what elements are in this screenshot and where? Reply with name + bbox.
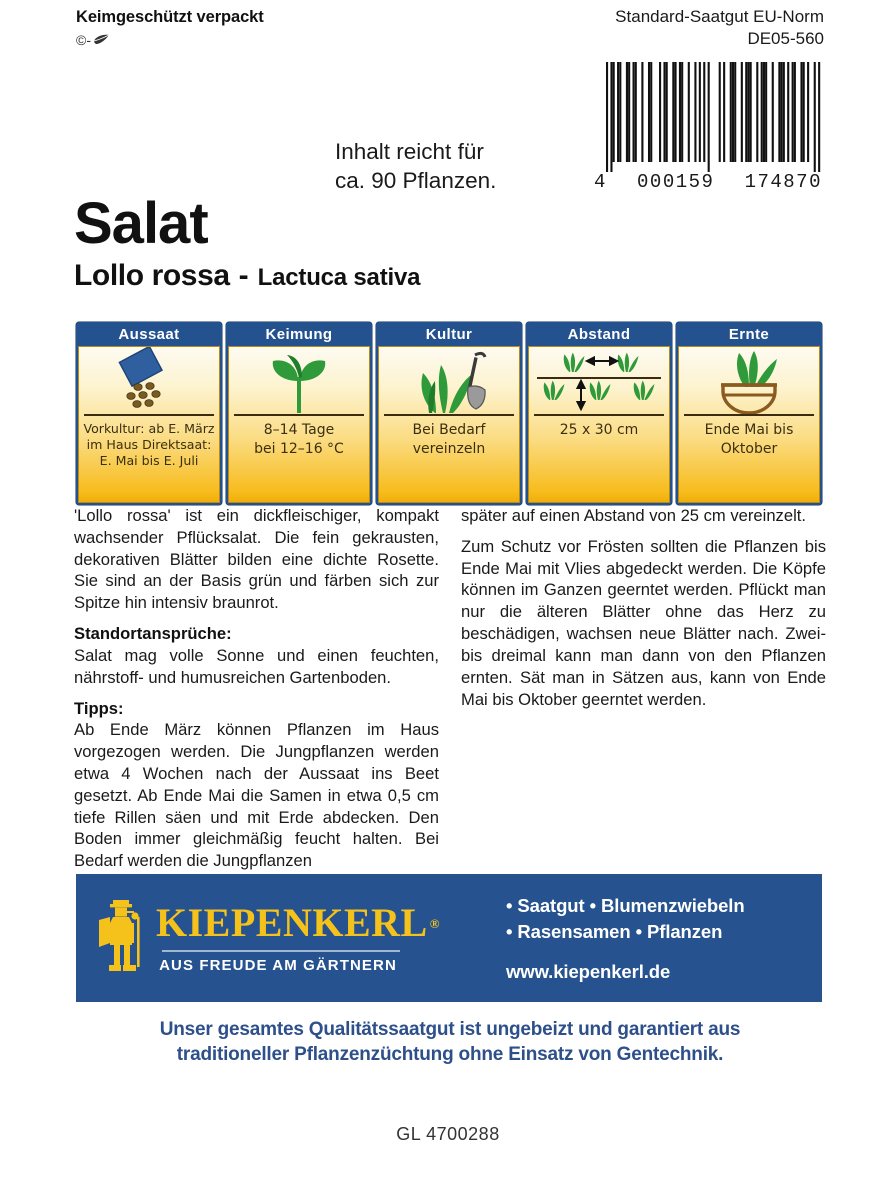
brand-tagline: AUS FREUDE AM GÄRTNERN [159,956,397,974]
info-box-header: Ernte [678,324,820,346]
info-box-text-line: Ende Mai bis [704,422,794,438]
product-title-block [74,191,421,293]
seed-packet-sowing-icon [79,347,219,417]
copyright-mark-row [76,33,416,47]
content-quantity-line2: ca. 90 Pflanzen. [335,167,497,193]
kiepenkerl-figure-icon [96,895,152,981]
barcode-digits [592,171,824,193]
copyright-symbol: ©- [76,32,91,48]
harvest-care-text: Zum Schutz vor Frösten sollten die Pflanzen bis Ende Mai mit Vlies abgedeckt werden. Die Köpfe können im Ganzen geerntet werden. Pflückt man nur die älteren Blätter ohne das Herz zu beschädigen, wachsen neue Blätter nach. Zwei- bis dreimal kann man dann von den Pflanzen ernten. Sät man in Sätzen aus, kann von Ende Mai bis Oktober geerntet werden. [461,536,826,709]
info-box-footer [528,492,670,503]
content-quantity [335,138,585,196]
location-heading: Standortansprüche: [74,624,232,644]
seed-glyph-icon [92,34,112,46]
brand-divider [162,950,400,952]
info-box-body [528,346,670,492]
quality-guarantee [74,1018,826,1067]
ground-line [234,414,364,416]
info-box-text [381,421,517,459]
variety-name: Lollo rossa [74,258,230,292]
description-right-column [461,505,826,881]
tips-text: Ab Ende März können Pflanzen im Haus vorgezogen werden. Die Jungpflanzen werden etwa 4 Wochen nach der Aussaat ins Beet gesetzt. Ab Ende Mai die Samen in etwa 0,5 cm tiefe Rillen säen und mit Erde abdecken. Den Boden immer gleichmäßig feucht halten. Bei Bedarf werden die Jungpflanzen [74,720,439,871]
plant-spacing-icon [529,347,669,417]
info-box-body [78,346,220,492]
tips-heading: Tipps: [74,698,124,718]
info-box-abstand [526,322,672,505]
ground-line [384,414,514,416]
cultivation-info-boxes [76,322,822,505]
eu-standard-block [464,6,824,50]
info-box-footer [228,492,370,503]
info-box-header: Kultur [378,324,520,346]
brand-offerings-block [496,893,822,982]
barcode-right-group: 174870 [744,171,822,193]
info-box-kultur [376,322,522,505]
brand-banner [76,874,822,1002]
brand-name: KIEPENKERL ® [156,899,440,945]
offerings-line-1: • Saatgut • Blumenzwiebeln [506,895,745,917]
info-box-body [228,346,370,492]
info-box-keimung [226,322,372,505]
info-box-text-line: Bei Bedarf [412,422,486,438]
variety-row [74,259,420,293]
content-quantity-line1: Inhalt reicht für [335,139,484,164]
barcode [592,62,824,193]
info-box-text-line: 8–14 Tage [263,422,335,438]
info-box-text-line: im Haus Direktsaat: [86,437,212,453]
info-box-text-line: bei 12–16 °C [254,440,344,457]
lot-code: GL 4700288 [396,1124,500,1144]
brand-logo-block [76,895,496,981]
crop-name: Salat [74,191,208,256]
botanical-name: Lactuca sativa [257,263,421,291]
info-box-text [231,421,367,459]
barcode-lead-digit: 4 [594,171,607,193]
info-box-aussaat [76,322,222,505]
registered-mark: ® [429,915,440,931]
barcode-bars [592,62,824,172]
guarantee-line-2: traditioneller Pflanzenzüchtung ohne Einsatz von Gentechnik. [176,1043,724,1065]
eu-standard-line: Standard-Saatgut EU-Norm [615,7,824,26]
info-box-footer [378,492,520,503]
info-box-text [81,421,217,469]
info-box-text-line: E. Mai bis E. Juli [99,453,199,469]
info-box-body [378,346,520,492]
variety-description: 'Lollo rossa' ist ein dickfleischiger, kompakt wachsender Pflücksalat. Die fein gekrausten, dekorativen Blätter bilden eine dichte Rosette. Sie sind an der Basis grün und färben sich zur Spitze hin intensiv braunrot. [74,506,439,613]
info-box-header: Keimung [228,324,370,346]
info-box-text [681,421,817,459]
protection-note: Keimgeschützt verpackt [76,8,264,26]
info-box-footer [78,492,220,503]
protection-note-block [76,8,416,47]
harvest-basket-icon [679,347,819,417]
guarantee-line-1: Unser gesamtes Qualitätssaatgut ist ungebeizt und garantiert aus [159,1019,741,1040]
brand-website[interactable]: www.kiepenkerl.de [506,960,671,982]
ground-line [534,414,664,416]
barcode-left-group: 000159 [637,171,715,193]
ground-line [684,414,814,416]
info-box-text-line: vereinzeln [412,440,486,457]
info-box-text-line: Oktober [720,440,778,457]
title-dash: - [238,258,249,292]
offerings-line-2: • Rasensamen • Pflanzen [506,921,723,942]
ground-line [84,414,214,416]
location-text: Salat mag volle Sonne und einen feuchten, nährstoff- und humusreichen Gartenboden. [74,645,439,687]
description-columns [74,505,826,881]
info-box-text [531,421,667,440]
plant-and-spade-icon [379,347,519,417]
seedling-sprout-icon [229,347,369,417]
info-box-header: Abstand [528,324,670,346]
info-box-body [678,346,820,492]
info-box-text-line: 25 x 30 cm [559,422,639,438]
info-box-ernte [676,322,822,505]
description-left-column [74,505,439,881]
info-box-text-line: Vorkultur: ab E. März [83,421,215,436]
tips-continuation: später auf einen Abstand von 25 cm vereinzelt. [461,506,806,525]
eu-registration-code: DE05-560 [747,28,824,48]
info-box-header: Aussaat [78,324,220,346]
info-box-footer [678,492,820,503]
